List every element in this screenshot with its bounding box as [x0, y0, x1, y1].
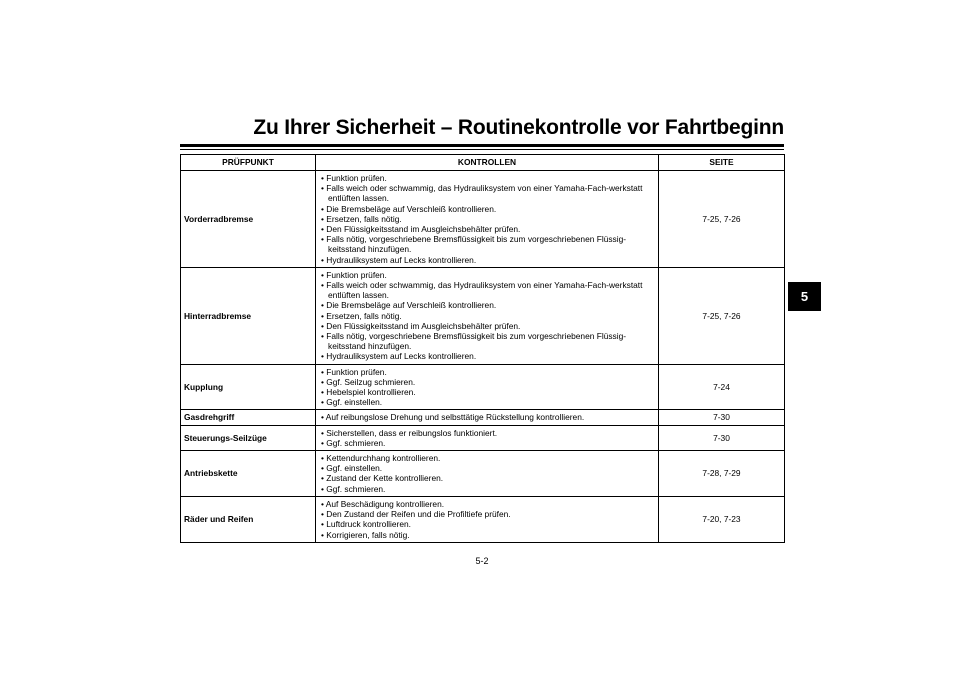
row-page: 7-30: [659, 410, 785, 425]
check-item: • Ggf. schmieren.: [319, 438, 655, 448]
check-item: • Falls weich oder schwammig, das Hydrauliksystem von einer Yamaha-Fach-werkstatt entlüften lassen.: [319, 280, 655, 300]
page-number: 5-2: [475, 556, 489, 566]
check-item: • Hydrauliksystem auf Lecks kontrollieren.: [319, 351, 655, 361]
title-rule-thick: [180, 144, 784, 147]
check-item: • Ggf. schmieren.: [319, 484, 655, 494]
check-item: • Ggf. Seilzug schmieren.: [319, 377, 655, 387]
header-checks: KONTROLLEN: [316, 155, 659, 171]
check-item: • Sicherstellen, dass er reibungslos funktioniert.: [319, 428, 655, 438]
row-checks: [316, 451, 659, 497]
table-row: [181, 425, 785, 450]
row-item: Räder und Reifen: [181, 496, 316, 542]
row-checks: [316, 171, 659, 268]
header-page: SEITE: [659, 155, 785, 171]
row-item: Vorderradbremse: [181, 171, 316, 268]
table-row: [181, 410, 785, 425]
check-item: • Ggf. einstellen.: [319, 397, 655, 407]
row-page: 7-28, 7-29: [659, 451, 785, 497]
check-item: • Ersetzen, falls nötig.: [319, 311, 655, 321]
check-item: • Falls nötig, vorgeschriebene Bremsflüssigkeit bis zum vorgeschriebenen Flüssig-keitsstand hinzufügen.: [319, 331, 655, 351]
row-item: Kupplung: [181, 364, 316, 410]
check-list: [319, 428, 655, 448]
page-title: Zu Ihrer Sicherheit – Routinekontrolle vor Fahrtbeginn: [253, 116, 784, 139]
row-item: Antriebskette: [181, 451, 316, 497]
table-row: [181, 267, 785, 364]
check-list: [319, 173, 655, 265]
table-row: [181, 171, 785, 268]
check-list: [319, 367, 655, 408]
check-item: • Ggf. einstellen.: [319, 463, 655, 473]
check-item: • Funktion prüfen.: [319, 270, 655, 280]
row-item: Steuerungs-Seilzüge: [181, 425, 316, 450]
check-item: • Den Flüssigkeitsstand im Ausgleichsbehälter prüfen.: [319, 321, 655, 331]
check-item: • Kettendurchhang kontrollieren.: [319, 453, 655, 463]
table-header-row: [181, 155, 785, 171]
check-item: • Falls nötig, vorgeschriebene Bremsflüssigkeit bis zum vorgeschriebenen Flüssig-keitsstand hinzufügen.: [319, 234, 655, 254]
check-list: [319, 270, 655, 362]
row-checks: [316, 425, 659, 450]
check-item: • Den Zustand der Reifen und die Profiltiefe prüfen.: [319, 509, 655, 519]
row-page: 7-30: [659, 425, 785, 450]
check-list: [319, 453, 655, 494]
check-item: • Falls weich oder schwammig, das Hydrauliksystem von einer Yamaha-Fach-werkstatt entlüften lassen.: [319, 183, 655, 203]
check-item: • Auf Beschädigung kontrollieren.: [319, 499, 655, 509]
row-checks: [316, 410, 659, 425]
check-item: • Die Bremsbeläge auf Verschleiß kontrollieren.: [319, 300, 655, 310]
row-page: 7-25, 7-26: [659, 267, 785, 364]
row-checks: [316, 496, 659, 542]
check-list: [319, 412, 655, 422]
row-item: Gasdrehgriff: [181, 410, 316, 425]
title-rule-thin: [180, 149, 784, 150]
inspection-table: [180, 154, 785, 543]
check-item: • Korrigieren, falls nötig.: [319, 530, 655, 540]
chapter-tab: 5: [788, 282, 821, 311]
check-item: • Zustand der Kette kontrollieren.: [319, 473, 655, 483]
header-item: PRÜFPUNKT: [181, 155, 316, 171]
row-checks: [316, 267, 659, 364]
check-item: • Funktion prüfen.: [319, 173, 655, 183]
check-item: • Luftdruck kontrollieren.: [319, 519, 655, 529]
check-list: [319, 499, 655, 540]
row-page: 7-20, 7-23: [659, 496, 785, 542]
check-item: • Hydrauliksystem auf Lecks kontrollieren.: [319, 255, 655, 265]
table-row: [181, 451, 785, 497]
check-item: • Ersetzen, falls nötig.: [319, 214, 655, 224]
table-body: [181, 171, 785, 543]
check-item: • Auf reibungslose Drehung und selbsttätige Rückstellung kontrollieren.: [319, 412, 655, 422]
row-page: 7-24: [659, 364, 785, 410]
check-item: • Funktion prüfen.: [319, 367, 655, 377]
check-item: • Den Flüssigkeitsstand im Ausgleichsbehälter prüfen.: [319, 224, 655, 234]
table-row: [181, 496, 785, 542]
check-item: • Die Bremsbeläge auf Verschleiß kontrollieren.: [319, 204, 655, 214]
row-checks: [316, 364, 659, 410]
check-item: • Hebelspiel kontrollieren.: [319, 387, 655, 397]
table-row: [181, 364, 785, 410]
row-item: Hinterradbremse: [181, 267, 316, 364]
row-page: 7-25, 7-26: [659, 171, 785, 268]
